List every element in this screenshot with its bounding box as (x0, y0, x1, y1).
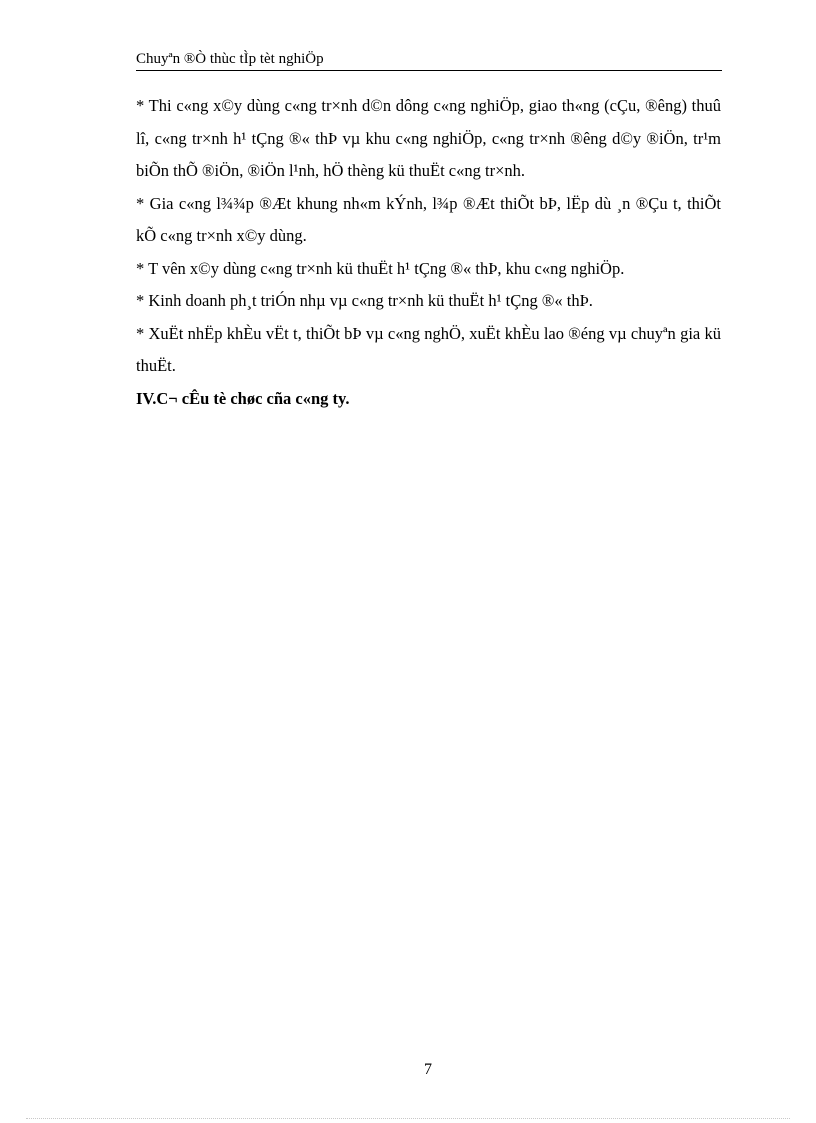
paragraph-aluminium-glass-fabrication: * Gia c«ng l¾¾p ®Æt khung nh«m kÝnh, l¾p ®Æt thiÕt bÞ, lËp dù ¸n ®Çu t, thiÕt kÕ c«ng tr×nh x©y dùng. (136, 193, 721, 245)
paragraph-import-export: * XuËt nhËp khÈu vËt t, thiÕt bÞ vµ c«ng nghÖ, xuËt khÈu lao ®éng vµ chuyªn gia kü thuËt. (136, 323, 721, 375)
paragraph-investment-consulting: * T vên x©y dùng c«ng tr×nh kü thuËt h¹ tÇng ®« thÞ, khu c«ng nghiÖp. (136, 258, 625, 278)
page-header: Chuyªn ®Ò thùc tÌp tèt nghiÖp (136, 51, 324, 67)
paragraph-business-development: * Kinh doanh ph¸t triÓn nhµ vµ c«ng tr×nh kü thuËt h¹ tÇng ®« thÞ. (136, 291, 593, 310)
header-divider (136, 70, 722, 71)
paragraph-construction-services: * Thi c«ng x©y dùng c«ng tr×nh d©n dông c«ng nghiÖp, giao th«ng (cÇu, ®êng) thuû lî, c«ng tr×nh h¹ tÇng ®« thÞ vµ khu c«ng nghiÖp, c«ng tr×nh ®êng d©y ®iÖn, tr¹m biÕn thÕ ®iÖn, ®iÖn l¹nh, hÖ thèng kü thuËt c«ng tr×nh. (136, 96, 721, 180)
section-heading: IV.C¬ cÊu tè chøc cña c«ng ty. (136, 388, 350, 408)
page-bottom-border (26, 1118, 790, 1119)
page-number: 7 (424, 1061, 432, 1078)
document-body (136, 90, 721, 415)
